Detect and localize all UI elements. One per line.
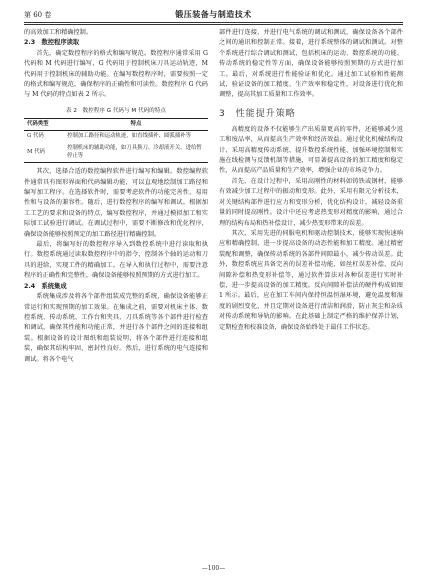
table-cell: M 代码 — [27, 148, 46, 155]
running-header — [24, 8, 403, 22]
paragraph: 高精度的设备不仅能够生产出质量更高的零件，还能够减少返工和废品率，从而提高生产效率和经济效益。通过优化机械结构设计、采用高精度传动系统、提升数控系统性能、加强环境控制和实施在线检测与反馈机制等措施，可显著提高设备的加工精度和稳定性，从而提高产品质量和生产效率，增强企业的市场竞争力。 — [219, 125, 403, 175]
header-rule-thin — [24, 24, 403, 25]
header-rule-thick — [24, 22, 403, 23]
paragraph: 最后，将编写好的数控程序导入到数控系统中进行读取和执行。数控系统通过读取数控程序中的指令，控制各个轴的运动和刀具的进给，实现工件的精确加工。在导入和执行过程中，需要注意程序的正确性和完整性，确保设备能够按照预期的方式进行加工。 — [24, 241, 208, 280]
paragraph: 首先，在设计过程中，采用高刚性的材料如铸铁或钢材，能够有效减少加工过程中的振动和变形。此外，采用有限元分析技术，对关键结构部件进行应力和变形分析，优化结构设计，减轻设备重量的同时提高刚性。设计中还应考虑热变形对精度的影响，通过合理的结构布局和热补偿设计，减少热变形带来的误差。 — [219, 177, 403, 227]
table-cell: G 代码 — [27, 133, 44, 140]
paragraph: 系统集成涉及将各个部件组装成完整的系统，确保设备能够正常运行和实现预期的加工效果。在集成之前，需要对机床主体、数控系统、传动系统、工作台和夹具、刀具系统等各个部件进行检查和调试，确保其性能和功能正常，并进行各个部件之间的连接和组装。根据设备的设计图纸和组装说明，将各个部件进行连接和组装，确保其结构牢固、密封性良好。然后，进行系统的电气连接和调试。将各个电气 — [24, 293, 208, 363]
table-row — [24, 143, 208, 163]
subsection-heading-2-4: 2.4 系统集成 — [24, 282, 67, 290]
table-cell: 控制加工路径和运动轨迹，如直线插补、圆弧插补等 — [67, 133, 191, 140]
volume-label: 第 60 卷 — [24, 11, 52, 19]
right-column — [219, 28, 403, 333]
subsection-heading-2-3: 2.3 数控程序读取 — [24, 39, 80, 47]
paragraph: 其次，选择合适的数控编程软件进行编写和编辑。数控编程软件通常具有图形界面和代码编辑功能，可以直观地绘制加工路径和编写加工程序。在选择软件时，需要考虑软件的功能完善性、易用性和与设备的兼容性。随后，进行数控程序的编写和调试。根据加工工艺的要求和设备的特点，编写数控程序，并通过模拟加工和实际加工试验进行调试。在调试过程中，需要不断修改和优化程序，确保设备能够按照预定的加工路径进行精确控制。 — [24, 168, 208, 238]
paragraph: 的高效加工和精确控制。 — [24, 29, 93, 36]
table-caption: 表 2 数控程序 G 代码与 M 代码的特点 — [66, 107, 166, 114]
paragraph: 部件进行连接，并进行电气系统的调试和测试，确保设备各个部件之间的通讯和控制正常。接着，进行系统整体的调试和测试。对整个系统进行综合调试和测试，包括机床的运动、数控系统的功能、传动系统的稳定性等方面，确保设备能够按照预期的方式进行加工。最后，对系统进行性能验证和优化。通过加工试验和性能测试，验证设备的加工精度、生产效率和稳定性，对设备进行优化和调整，提高其加工质量和工作效率。 — [219, 29, 403, 99]
paragraph: 首先，确定数控程序的格式和编写规范。数控程序通常采用 G 代码和 M 代码进行编写，G 代码用于控制机床刀具运动轨迹，M 代码用于控制机床的辅助功能。在编写数控程序时，需要按照一定的格式和编写规范，确保程序的正确性和可读性。数控程序 G 代码与 M 代码的特点如表 2 所示。 — [24, 49, 208, 99]
table-header-cell: 代码类型 — [27, 120, 49, 127]
table-row — [24, 131, 208, 143]
left-column — [24, 28, 208, 365]
page-number: —100— — [201, 565, 226, 572]
table-cell: 控制机床的辅助功能，如刀具换刀、冷却液开关、进给暂停止等 — [67, 145, 202, 159]
table-header-cell: 特点 — [130, 120, 142, 127]
table-header-row — [24, 118, 208, 131]
code-table — [24, 118, 208, 163]
journal-title: 锻压装备与制造技术 — [175, 9, 252, 19]
paragraph: 其次，采用先进的伺服电机和驱动控制技术，能够实现快速响应和精确控制，进一步提高设备的动态性能和加工精度。通过精密装配和调整，确保传动系统的各部件间隙最小，减少传动误差。此外，数控系统应具备完善的误差补偿功能，如丝杠误差补偿、反向间隙补偿和热变形补偿等，通过软件算法对各种误差进行实时补偿，进一步提高设备的加工精度。反向间隙补偿法的硬件构成如图 1 所示。最后，应在加工车间内保持恒温恒湿环境，避免温度和湿度的剧烈变化，并且定期对设备进行清洁和润滑，防止灰尘和杂质对传动系统和导轨的影响。在此基础上制定严格的维护保养计划，定期检查和校准设备，确保设备始终处于最佳工作状态。 — [219, 229, 403, 331]
section-heading-3: 3 性能提升策略 — [219, 108, 296, 119]
